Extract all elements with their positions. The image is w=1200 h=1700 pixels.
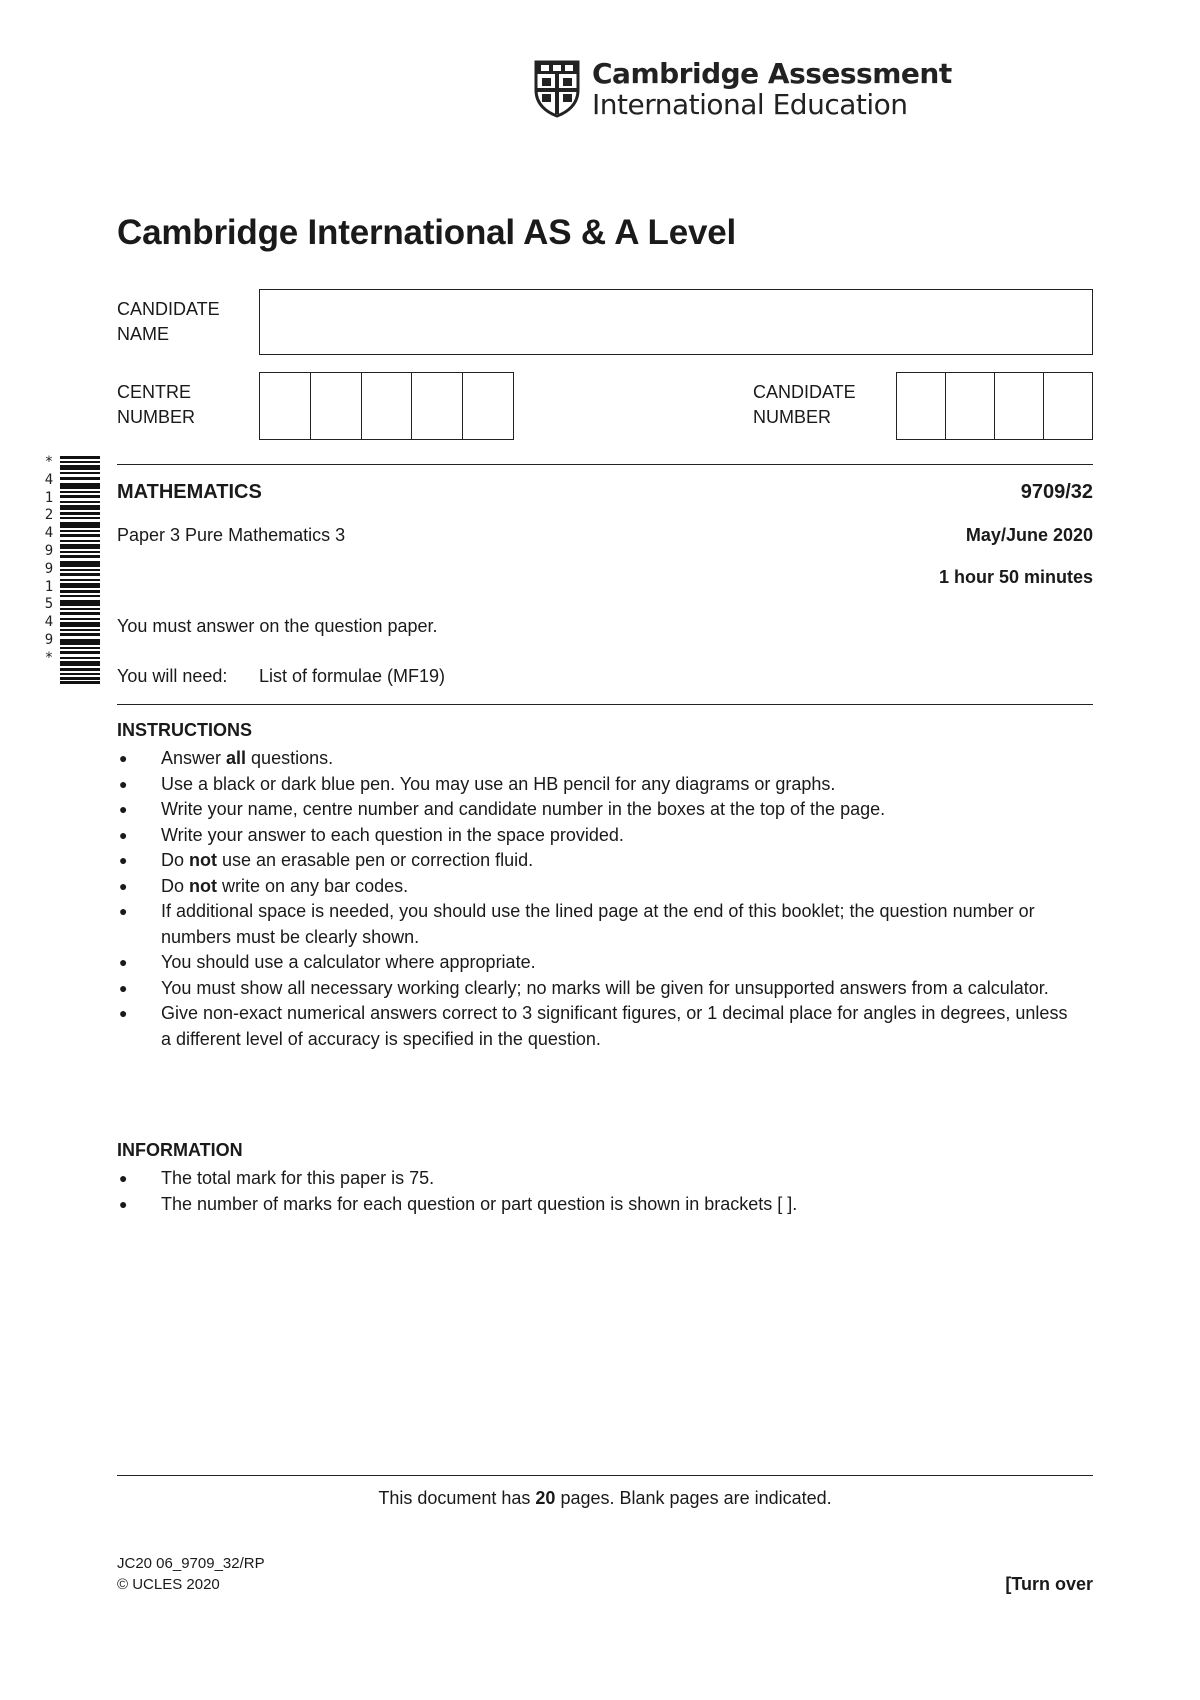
exam-duration: 1 hour 50 minutes <box>938 567 1093 587</box>
bullet-icon: ● <box>119 979 128 996</box>
copyright: © UCLES 2020 <box>117 1576 220 1593</box>
logo-line-2: International Education <box>592 88 908 121</box>
divider-top <box>117 464 1093 465</box>
bullet-icon: ● <box>119 775 128 792</box>
centre-number-digit[interactable] <box>260 373 311 439</box>
bullet-icon: ● <box>119 1170 128 1186</box>
candidate-number-digit[interactable] <box>897 373 946 439</box>
instruction-item: ● You must show all necessary working clearly; no marks will be given for unsupported answers from a calculator. <box>117 976 1077 1002</box>
instruction-item: ● Write your name, centre number and candidate number in the boxes at the top of the page. <box>117 797 1077 823</box>
centre-number-digit[interactable] <box>362 373 413 439</box>
candidate-number-boxes[interactable] <box>896 372 1093 440</box>
centre-number-boxes[interactable] <box>259 372 514 440</box>
candidate-name-input[interactable] <box>259 289 1093 355</box>
subject-name: MATHEMATICS <box>117 481 262 503</box>
divider-middle <box>117 704 1093 705</box>
instruction-item: ● Do not use an erasable pen or correction fluid. <box>117 848 1077 874</box>
page-count: 20 <box>535 1488 556 1508</box>
instruction-item: ● If additional space is needed, you should use the lined page at the end of this booklet; the question number or numbers must be clearly shown. <box>119 901 1035 947</box>
page-count-note: This document has 20 pages. Blank pages are indicated. <box>378 1488 832 1508</box>
candidate-number-digit[interactable] <box>946 373 995 439</box>
instruction-item: ● Do not write on any bar codes. <box>117 874 1077 900</box>
centre-number-digit[interactable] <box>412 373 463 439</box>
centre-number-digit[interactable] <box>311 373 362 439</box>
barcode <box>60 456 100 684</box>
bullet-icon: ● <box>119 826 128 843</box>
bullet-icon: ● <box>119 1195 128 1212</box>
information-heading: INFORMATION <box>117 1140 243 1160</box>
paper-title: Paper 3 Pure Mathematics 3 <box>117 525 346 545</box>
instructions-list <box>117 746 1077 1052</box>
logo-wordmark <box>592 58 952 120</box>
instruction-item: ● Write your answer to each question in the space provided. <box>117 823 1077 849</box>
information-item: ● The total mark for this paper is 75. <box>117 1166 1077 1192</box>
barcode-digits: * 4 1 2 4 9 9 1 5 4 9 * <box>44 454 54 666</box>
centre-number-digit[interactable] <box>463 373 513 439</box>
centre-number-label: CENTRE NUMBER <box>117 382 196 427</box>
need-label: You will need: <box>117 666 228 686</box>
need-value: List of formulae (MF19) <box>259 666 446 686</box>
bullet-icon: ● <box>119 852 128 868</box>
candidate-number-digit[interactable] <box>1044 373 1092 439</box>
instruction-item: ● Answer all questions. <box>117 746 1077 772</box>
bullet-icon: ● <box>119 801 128 817</box>
subject-code: 9709/32 <box>1020 481 1093 503</box>
logo-line-1: Cambridge Assessment <box>592 57 952 90</box>
candidate-name-label: CANDIDATE NAME <box>117 299 220 344</box>
candidate-number-digit[interactable] <box>995 373 1044 439</box>
page-title: Cambridge International AS & A Level <box>117 213 737 252</box>
information-list <box>117 1166 1077 1217</box>
instruction-item: ● Give non-exact numerical answers correct to 3 significant figures, or 1 decimal place for angles in degrees, unless a different level of accuracy is specified in the question. <box>119 1003 1068 1049</box>
bullet-icon: ● <box>119 750 128 766</box>
instructions-heading: INSTRUCTIONS <box>117 720 252 740</box>
instruction-item: ● Use a black or dark blue pen. You may use an HB pencil for any diagrams or graphs. <box>117 772 1077 798</box>
instruction-item: ● You should use a calculator where appropriate. <box>117 950 1077 976</box>
bullet-icon: ● <box>119 877 128 894</box>
bullet-icon: ● <box>119 1005 128 1021</box>
answer-note: You must answer on the question paper. <box>117 616 438 636</box>
information-item: ● The number of marks for each question or part question is shown in brackets [ ]. <box>117 1192 1077 1218</box>
cambridge-crest-logo <box>534 60 580 118</box>
divider-footer <box>117 1475 1093 1476</box>
bullet-icon: ● <box>119 954 128 970</box>
candidate-number-label: CANDIDATE NUMBER <box>753 382 856 427</box>
turn-over: [Turn over <box>1005 1574 1093 1594</box>
document-reference: JC20 06_9709_32/RP <box>117 1555 265 1572</box>
bullet-icon: ● <box>119 903 128 919</box>
exam-session: May/June 2020 <box>965 525 1093 545</box>
